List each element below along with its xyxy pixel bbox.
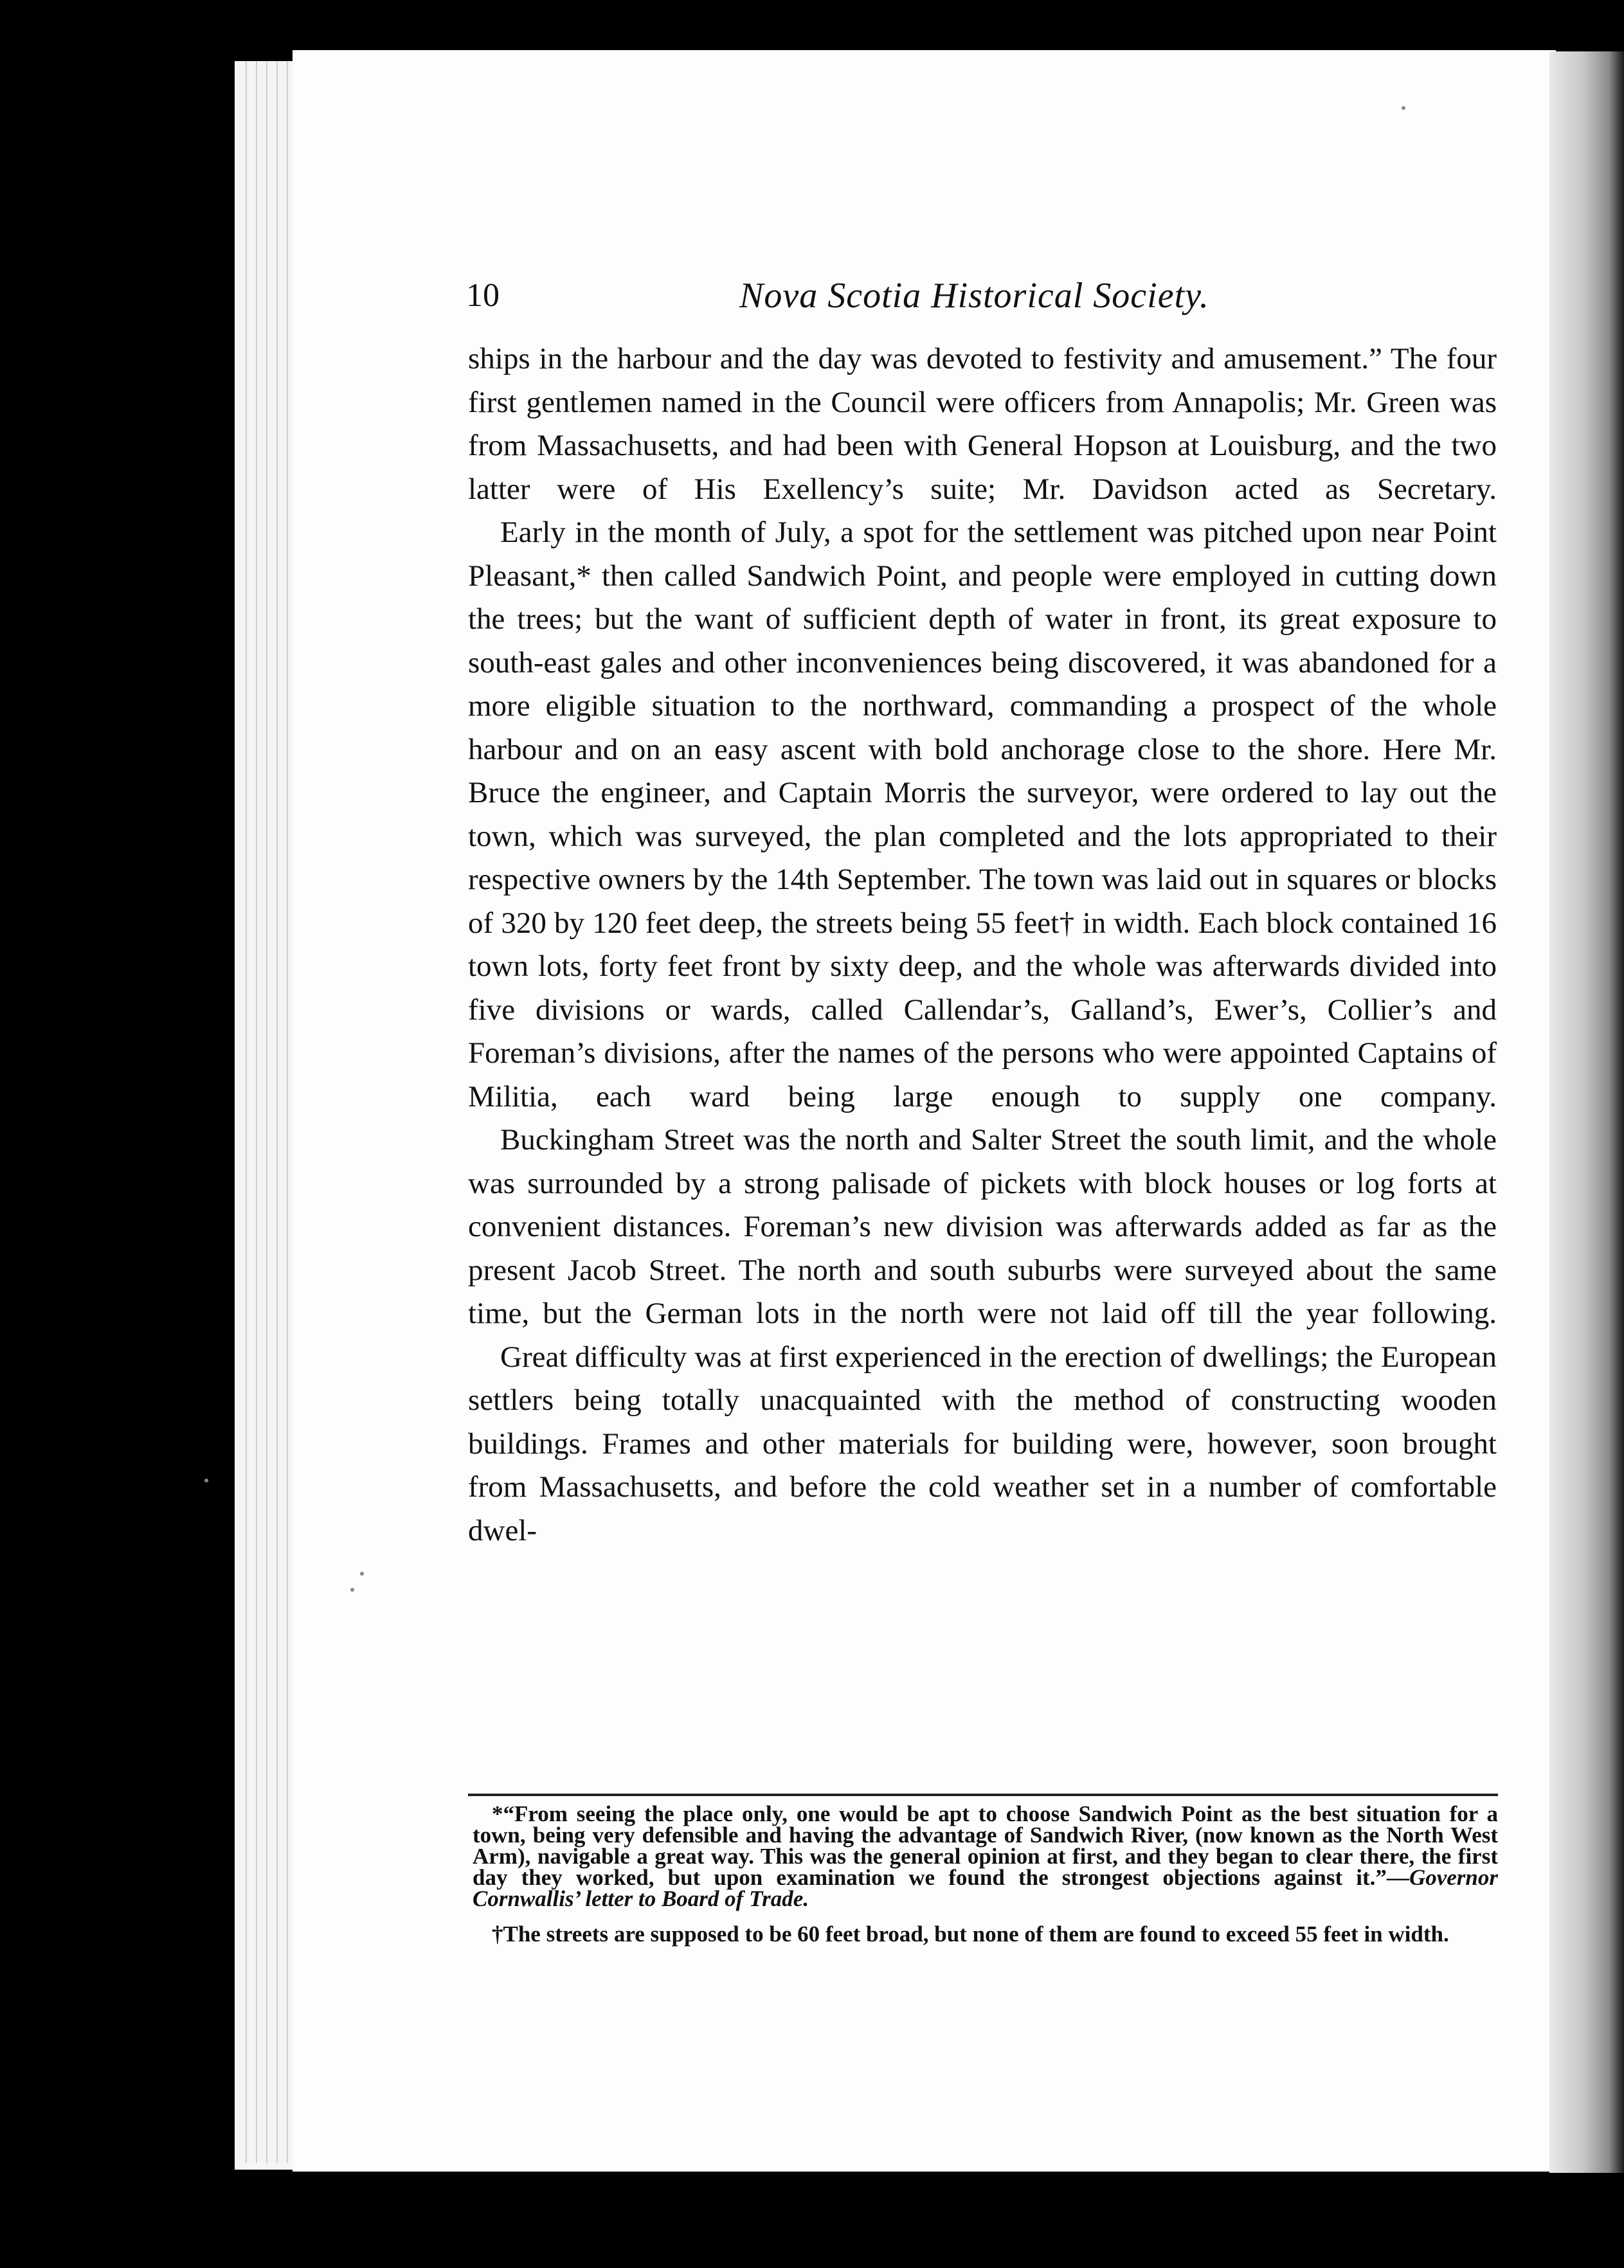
scan-speck <box>204 1479 208 1482</box>
page-number: 10 <box>466 277 500 314</box>
page-gutter-shadow <box>1549 51 1624 2173</box>
body-text <box>468 338 1497 1553</box>
footnotes <box>473 1803 1498 1959</box>
page-edge <box>237 61 247 2163</box>
paragraph: Early in the month of July, a spot for the settlement was pitched upon near Point Pleasant,* then called Sandwich Point, and people were employed in cutting down the trees; but the want of sufficient depth of water in front, its great exposure to south-east gales and other inconveniences being discovered, it was abandoned for a more eligible situation to the northward, commanding a prospect of the whole harbour and on an easy ascent with bold anchorage close to the shore. Here Mr. Bruce the engineer, and Captain Morris the surveyor, were ordered to lay out the town, which was surveyed, the plan completed and the lots appropriated to their respective owners by the 14th September. The town was laid out in squares or blocks of 320 by 120 feet deep, the streets being 55 feet† in width. Each block contained 16 town lots, forty feet front by sixty deep, and the whole was afterwards divided into five divisions or wards, called Callendar’s, Galland’s, Ewer’s, Collier’s and Foreman’s divisions, after the names of the persons who were appointed Captains of Militia, each ward being large enough to supply one company. <box>468 516 1497 1113</box>
page-edge <box>278 61 288 2163</box>
footnote <box>473 1803 1498 1909</box>
page-edge <box>247 61 257 2163</box>
footnote-source: Governor Cornwallis’ letter to Board of Trade. <box>473 1865 1498 1911</box>
paragraph: ships in the harbour and the day was devoted to festivity and amusement.” The four first gentlemen named in the Council were officers from Annapolis; Mr. Green was from Massachusetts, and had been with General Hopson at Louisburg, and the two latter were of His Exellency’s suite; Mr. Davidson acted as Secretary. <box>468 342 1497 506</box>
scan-speck <box>1402 106 1405 110</box>
paragraph: Buckingham Street was the north and Salter Street the south limit, and the whole was surrounded by a strong palisade of pickets with block houses or log forts at convenient distances. Foreman’s new division was afterwards added as far as the present Jacob Street. The north and south suburbs were surveyed about the same time, but the German lots in the north were not laid off till the year following. <box>468 1123 1497 1330</box>
scan-speck <box>360 1572 364 1576</box>
footnote-text: †The streets are supposed to be 60 feet broad, but none of them are found to exceed 55 feet in width. <box>492 1922 1449 1947</box>
footnote-text: *“From seeing the place only, one would be apt to choose Sandwich Point as the best situation for a town, being very defensible and having the advantage of Sandwich River, (now known as the North West Arm), navigable a great way. This was the general opinion at first, and they began to clear there, the first day they worked, but upon examination we found the strongest objections against it.”— <box>473 1801 1498 1890</box>
running-head: Nova Scotia Historical Society. <box>739 276 1209 316</box>
page-edge <box>257 61 267 2163</box>
paragraph: Great difficulty was at first experienced in the erection of dwellings; the European settlers being totally unacquainted with the method of constructing wooden buildings. Frames and other materials for building were, however, soon brought from Massachusetts, and before the cold weather set in a number of comfortable dwel- <box>468 1340 1497 1547</box>
scan-speck <box>350 1588 354 1592</box>
footnote-divider <box>468 1794 1498 1796</box>
page-header <box>466 270 1508 321</box>
page-edge <box>267 61 278 2163</box>
footnote <box>473 1923 1498 1945</box>
